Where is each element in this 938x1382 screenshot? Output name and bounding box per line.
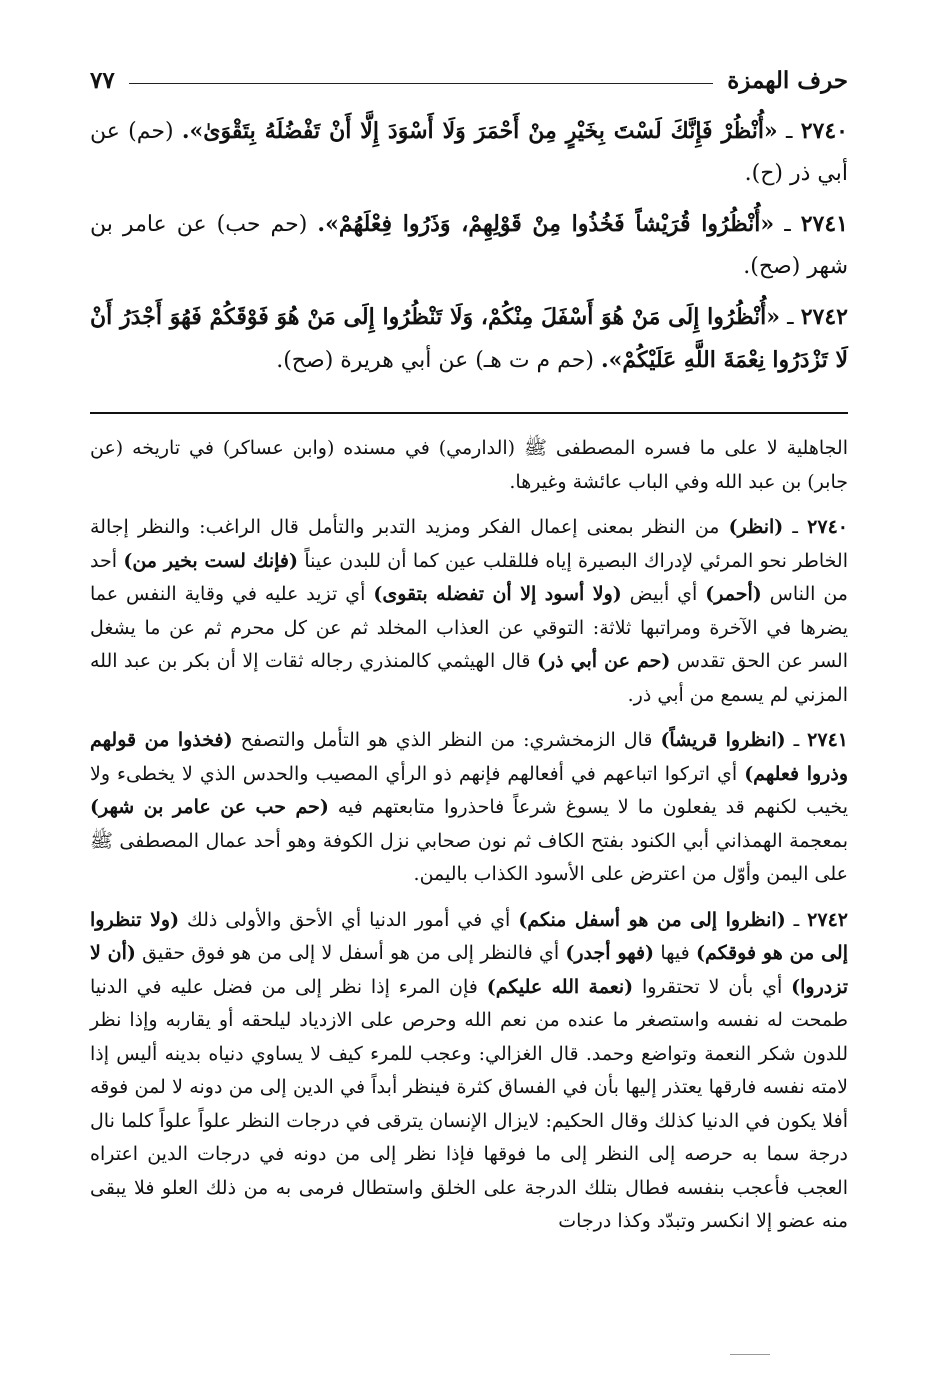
quoted-term: (ولا تنظروا إلى من هو فوقكم)	[90, 908, 848, 964]
text-run: أي في أمور الدنيا أي الأحق والأولى ذلك	[179, 908, 519, 931]
header-rule	[129, 83, 713, 84]
hadith-text: «أُنْظُرْ فَإِنَّكَ لَسْتَ بِخَيْرٍ مِنْ أَحْمَرَ وَلَا أَسْوَدَ إِلَّا أَنْ تَفْضُلَهُ بِتَقْوَىٰ».	[181, 118, 778, 144]
text-run: أي أبيض	[621, 583, 706, 605]
quoted-term: (انظروا إلى من هو أسفل منكم)	[518, 908, 786, 931]
hadith-section	[90, 110, 848, 382]
hadith-2740	[90, 110, 848, 195]
commentary-2741	[90, 724, 848, 892]
quoted-term: (انظر)	[728, 516, 784, 538]
quoted-term: (حم حب عن عامر بن شهر)	[90, 796, 329, 818]
hadith-source: (حم) عن أبي ذر (ح).	[90, 119, 848, 186]
text-run: قال الهيثمي كالمنذري رجاله ثقات إلا أن بكر بن عبد الله المزني لم يسمع من أبي ذر.	[90, 650, 848, 706]
text-run: أي تزيد عليه في وقاية النفس عما يضرها في الآخرة ومراتبها ثلاثة: التوقي عن العذاب المخلد ثم عن كل محرم ثم عن ما يشغل السر عن الحق تقدس	[90, 583, 848, 672]
text-run: بمعجمة الهمذاني أبي الكنود بفتح الكاف ثم نون صحابي نزل الكوفة وهو أحد عمال المصطفى ﷺ على اليمن وأوّل من اعترض على الأسود الكذاب باليمن.	[90, 829, 848, 885]
text-run: فإن المرء إذا نظر إلى من فضل عليه في الدنيا طمحت له نفسه واستصغر ما عنده من نعم الله وحرص على الازدياد ليلحقه أو يقاربه وإذا نظر للدون شكر النعمة وتواضع وحمد. قال الغزالي: وعجب للمرء كيف لا يساوي دنياه بدينه أليس إذا لامته نفسه فارقها يعتذر إليها بأن في الفساق كثرة فينظر أبداً في الدين إلى من دونه لا لمن فوقه أفلا يكون في الدنيا كذلك وقال الحكيم: لايزال الإنسان يترقى في درجات النظر علواً علواً كلما نال درجة سما به حرصه إلى النظر إلى ما فوقها فإذا نظر إلى من دونه في درجات الدين اعتراه العجب فأعجب بنفسه فطال بتلك الدرجة على الخلق واستطال فرمى به من ذلك العلو فلا يبقى منه عضو إلا انكسر وتبدّد وكذا درجات	[90, 975, 848, 1232]
quoted-term: (انظروا قريشاً)	[660, 729, 786, 751]
hadith-2741	[90, 203, 848, 288]
quoted-term: (أن لا تزدروا)	[90, 942, 848, 998]
commentary-2740	[90, 511, 848, 712]
dash: ـ	[777, 119, 793, 144]
hadith-number: ٢٧٤١	[800, 211, 848, 237]
text-run: أي بأن لا تحتقروا	[633, 975, 792, 998]
hadith-number: ٢٧٤٠	[800, 118, 848, 144]
text-run: ـ	[785, 908, 808, 931]
quoted-term: (فإنك لست بخير من)	[123, 549, 298, 572]
page-header	[90, 60, 848, 100]
text-run: ـ	[785, 729, 808, 751]
dash: ـ	[774, 212, 791, 237]
hadith-text: «أُنْظُرُوا قُرَيْشاً فَخُذُوا مِنْ قَوْلِهِمْ، وَذَرُوا فِعْلَهُمْ».	[317, 211, 775, 237]
text-run: أحد من الناس	[90, 549, 848, 605]
chapter-title: حرف الهمزة	[727, 66, 848, 94]
quoted-term: (نعمة الله عليكم)	[486, 975, 634, 998]
quoted-term: (فهو أجدر)	[565, 942, 655, 964]
hadith-source: (حم حب) عن عامر بن شهر (صح).	[90, 212, 848, 279]
commentary-number: ٢٧٤٠	[807, 516, 848, 538]
hadith-2742	[90, 296, 848, 382]
commentary-2742	[90, 904, 848, 1239]
text-run: أي فالنظر إلى من هو أسفل لا إلى من هو فوق حقيق	[135, 942, 566, 964]
hadith-number: ٢٧٤٢	[800, 304, 848, 330]
quoted-term: (حم عن أبي ذر)	[536, 650, 671, 672]
commentary-number: ٢٧٤٢	[807, 908, 848, 931]
quoted-term: (فخذوا من قولهم وذروا فعلهم)	[90, 729, 848, 785]
hadith-text: «أُنْظُرُوا إِلَى مَنْ هُوَ أَسْفَلَ مِنْكُمْ، وَلَا تَنْظُرُوا إِلَى مَنْ هُوَ فَوْقَكُمْ فَهُوَ أَجْدَرُ أَنْ لَا تَزْدَرُوا نِعْمَةَ اللَّهِ عَلَيْكُمْ».	[90, 304, 848, 373]
text-run: فيها	[654, 942, 696, 964]
book-page	[90, 60, 848, 1251]
hadith-source: (حم م ت هـ) عن أبي هريرة (صح).	[276, 348, 594, 373]
page-number: ٧٧	[90, 66, 115, 94]
dash: ـ	[780, 305, 794, 330]
section-divider	[90, 412, 848, 414]
commentary-number: ٢٧٤١	[807, 729, 848, 751]
text-run: قال الزمخشري: من النظر الذي هو التأمل والتصفح	[232, 729, 661, 751]
text-run: أي اتركوا اتباعهم في أفعالهم فإنهم ذو الرأي المصيب والحدس الذي لا يخطىء ولا يخيب لكنهم قد يفعلون ما لا يسوغ شرعاً فاحذروا متابعتهم فيه	[90, 762, 848, 818]
bottom-mark	[730, 1354, 770, 1355]
text-run: ـ	[783, 516, 808, 538]
quoted-term: (أحمر)	[705, 583, 762, 605]
commentary-section	[90, 432, 848, 1239]
text-run: من النظر بمعنى إعمال الفكر ومزيد التدبر والتأمل قال الراغب: والنظر إجالة الخاطر نحو المرئي لإدراك البصيرة إياه فللقلب عين كما أن للبدن عيناً	[90, 516, 848, 572]
commentary-intro: الجاهلية لا على ما فسره المصطفى ﷺ (الدارمي) في مسنده (وابن عساكر) في تاريخه (عن جابر) بن عبد الله وفي الباب عائشة وغيرها.	[90, 437, 848, 493]
quoted-term: (ولا أسود إلا أن تفضله بتقوى)	[373, 583, 622, 605]
